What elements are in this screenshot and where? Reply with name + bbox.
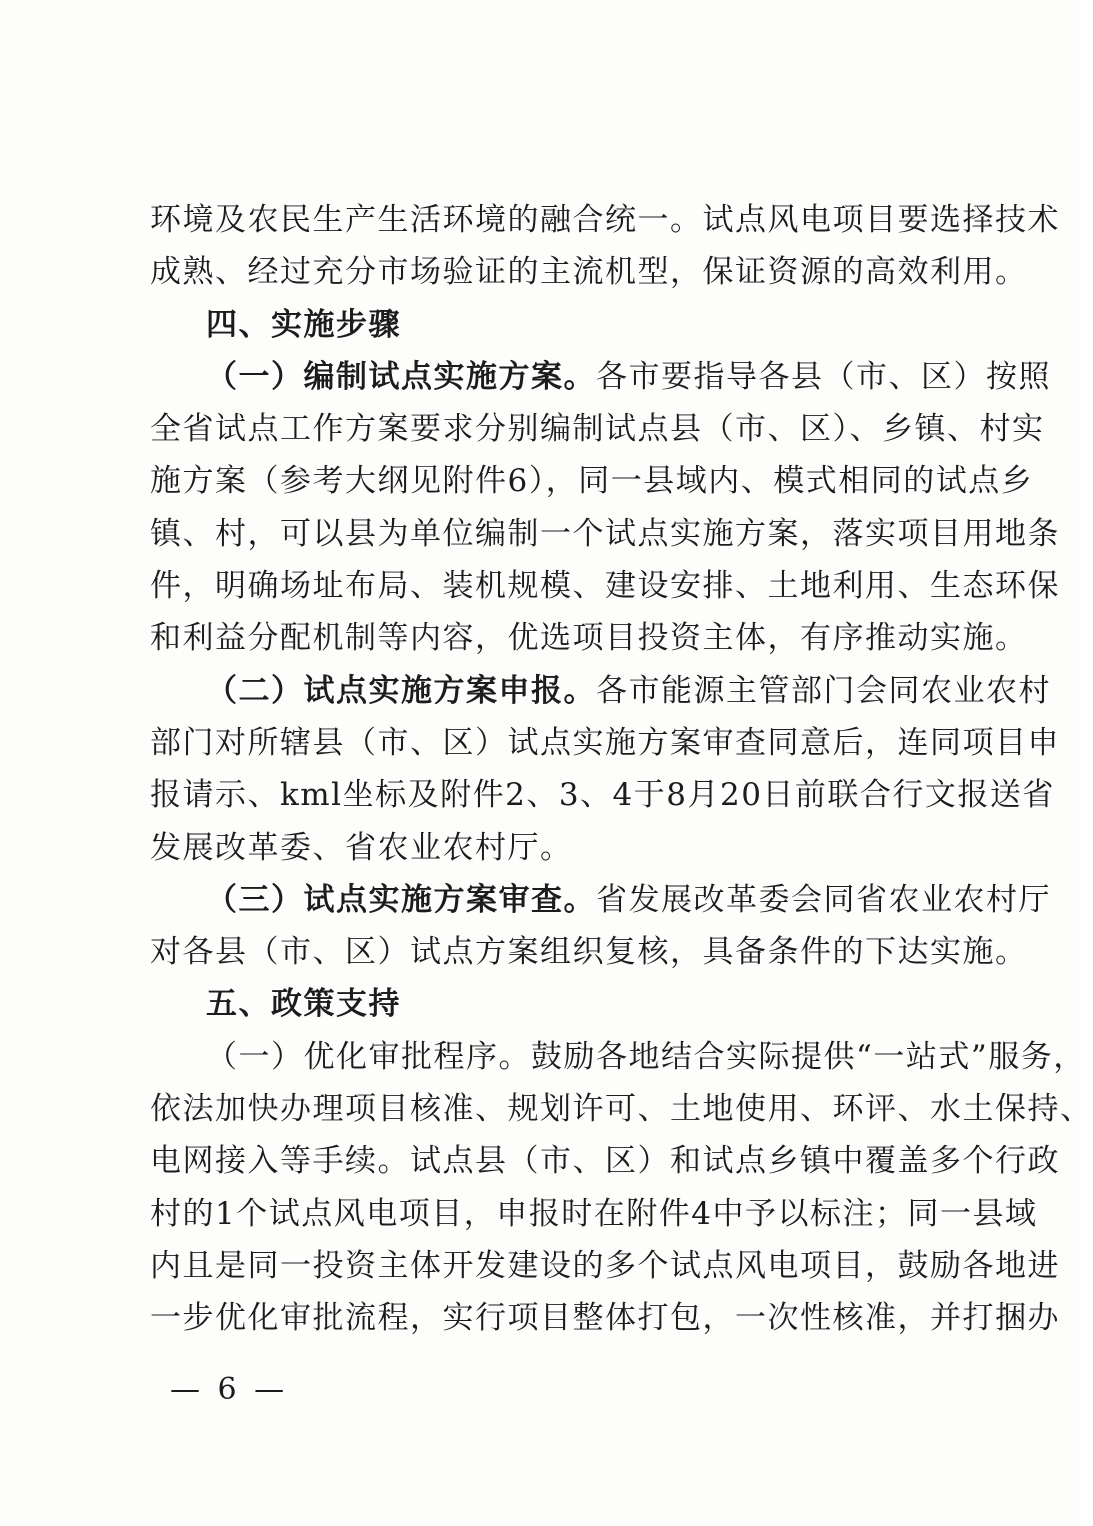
- paragraph-text: 各市要指导各县（市、区）按照: [596, 358, 1051, 395]
- paragraph-line: 镇、村，可以县为单位编制一个试点实施方案，落实项目用地条: [150, 515, 1060, 552]
- paragraph-text: 各市能源主管部门会同农业农村: [596, 672, 1051, 709]
- paragraph-text: 省发展改革委会同省农业农村厅: [596, 881, 1051, 918]
- paragraph-line: [150, 874, 1051, 926]
- subsection-title: （二）试点实施方案申报。: [206, 672, 596, 709]
- paragraph-line: 电网接入等手续。试点县（市、区）和试点乡镇中覆盖多个行政: [150, 1143, 1060, 1180]
- document-body: [150, 194, 1093, 1345]
- paragraph-line: 一步优化审批流程，实行项目整体打包，一次性核准，并打捆办: [150, 1300, 1060, 1337]
- paragraph-line: [150, 351, 1051, 403]
- paragraph-line: 全省试点工作方案要求分别编制试点县（市、区）、乡镇、村实: [150, 411, 1045, 448]
- page-number: — 6 —: [170, 1372, 289, 1407]
- paragraph-line: 发展改革委、省农业农村厅。: [150, 829, 573, 866]
- paragraph-line: 内且是同一投资主体开发建设的多个试点风电项目，鼓励各地进: [150, 1247, 1060, 1284]
- paragraph-line: 施方案（参考大纲见附件6），同一县域内、模式相同的试点乡: [150, 463, 1034, 500]
- section-heading: 五、政策支持: [206, 986, 401, 1023]
- subsection-title: （三）试点实施方案审查。: [206, 881, 596, 918]
- section-heading: 四、实施步骤: [206, 306, 401, 343]
- paragraph-line: 依法加快办理项目核准、规划许可、土地使用、环评、水土保持、: [150, 1091, 1093, 1128]
- paragraph-line: （一）优化审批程序。鼓励各地结合实际提供“一站式”服务，: [206, 1038, 1086, 1075]
- paragraph-line: 村的1个试点风电项目，申报时在附件4中予以标注；同一县域: [150, 1195, 1038, 1232]
- paragraph-line: 成熟、经过充分市场验证的主流机型，保证资源的高效利用。: [150, 254, 1028, 291]
- paragraph-line: 对各县（市、区）试点方案组织复核，具备条件的下达实施。: [150, 934, 1028, 971]
- paragraph-line: 件，明确场址布局、装机规模、建设安排、土地利用、生态环保: [150, 568, 1060, 605]
- paragraph-line: 部门对所辖县（市、区）试点实施方案审查同意后，连同项目申: [150, 724, 1060, 761]
- paragraph-line: 报请示、kml坐标及附件2、3、4于8月20日前联合行文报送省: [150, 777, 1055, 814]
- paragraph-line: [150, 665, 1051, 717]
- paragraph-line: 环境及农民生产生活环境的融合统一。试点风电项目要选择技术: [150, 202, 1060, 238]
- subsection-title: （一）编制试点实施方案。: [206, 358, 596, 395]
- paragraph-line: 和利益分配机制等内容，优选项目投资主体，有序推动实施。: [150, 620, 1028, 657]
